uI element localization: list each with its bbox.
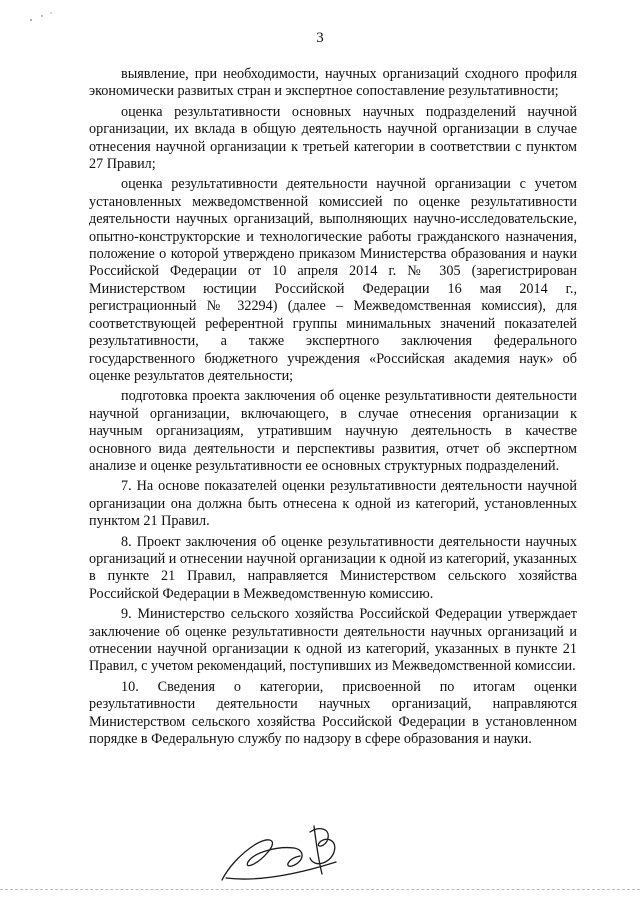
paragraph-item-9: 9. Министерство сельского хозяйства Российской Федерации утверждает заключение об оценке результативности деятельности научных организаций и отнесении научной организации к одной из категорий, указанных в пункте 21 Правил, с учетом рекомендаций, поступивших из Межведомственной комиссии.: [89, 606, 577, 675]
paragraph-4: подготовка проекта заключения об оценке результативности деятельности научной организации, включающего, в случае отнесения организации к научным организациям, утратившим научную деятельность в качестве основного вида деятельности и перспективы развития, отчет об экспертном анализе и оценке результативности ее основных структурных подразделений.: [89, 388, 577, 474]
paragraph-item-10: 10. Сведения о категории, присвоенной по итогам оценки результативности деятельности научных организаций, направляются Министерством сельского хозяйства Российской Федерации в установленном порядке в Федеральную службу по надзору в сфере образования и науки.: [89, 678, 577, 748]
paragraph-2: оценка результативности основных научных подразделений научной организации, их вклада в общую деятельность научной организации в случае отнесения научной организации к третьей категории в соответствии с пунктом 27 Правил;: [89, 103, 577, 173]
page-number: 3: [316, 30, 324, 46]
scan-specks: [28, 10, 58, 22]
scan-bottom-edge: [0, 889, 640, 891]
paragraph-3: оценка результативности деятельности научной организации с учетом установленных межведомственной комиссией по оценке результативности деятельности научных организаций, выполняющих научно-исследовательские, опытно-конструкторские и технологические работы гражданского назначения, положение о которой утверждено приказом Министерства образования и науки Российской Федерации от 10 апреля 2014 г. № 305 (зарегистрирован Министерством юстиции Российской Федерации 16 мая 2014 г., регистрационный № 32294) (далее – Межведомственная комиссия), для соответствующей референтной группы минимальных значений показателей результативности, а также экспертного заключения федерального государственного бюджетного учреждения «Российская академия наук» об оценке результатов деятельности;: [89, 176, 577, 384]
handwritten-signature: [218, 818, 358, 888]
paragraph-item-7: 7. На основе показателей оценки результативности деятельности научной организации она должна быть отнесена к одной из категорий, установленных пунктом 21 Правил.: [89, 478, 577, 530]
paragraph-item-8: 8. Проект заключения об оценке результативности деятельности научных организаций и отнесении научной организации к одной из категорий, указанных в пункте 21 Правил, направляется Министерством сельского хозяйства Российской Федерации в Межведомственную комиссию.: [89, 533, 577, 602]
paragraph-1: выявление, при необходимости, научных организаций сходного профиля экономически развитых стран и экспертное сопоставление результативности;: [89, 66, 577, 100]
document-body: [89, 66, 577, 751]
